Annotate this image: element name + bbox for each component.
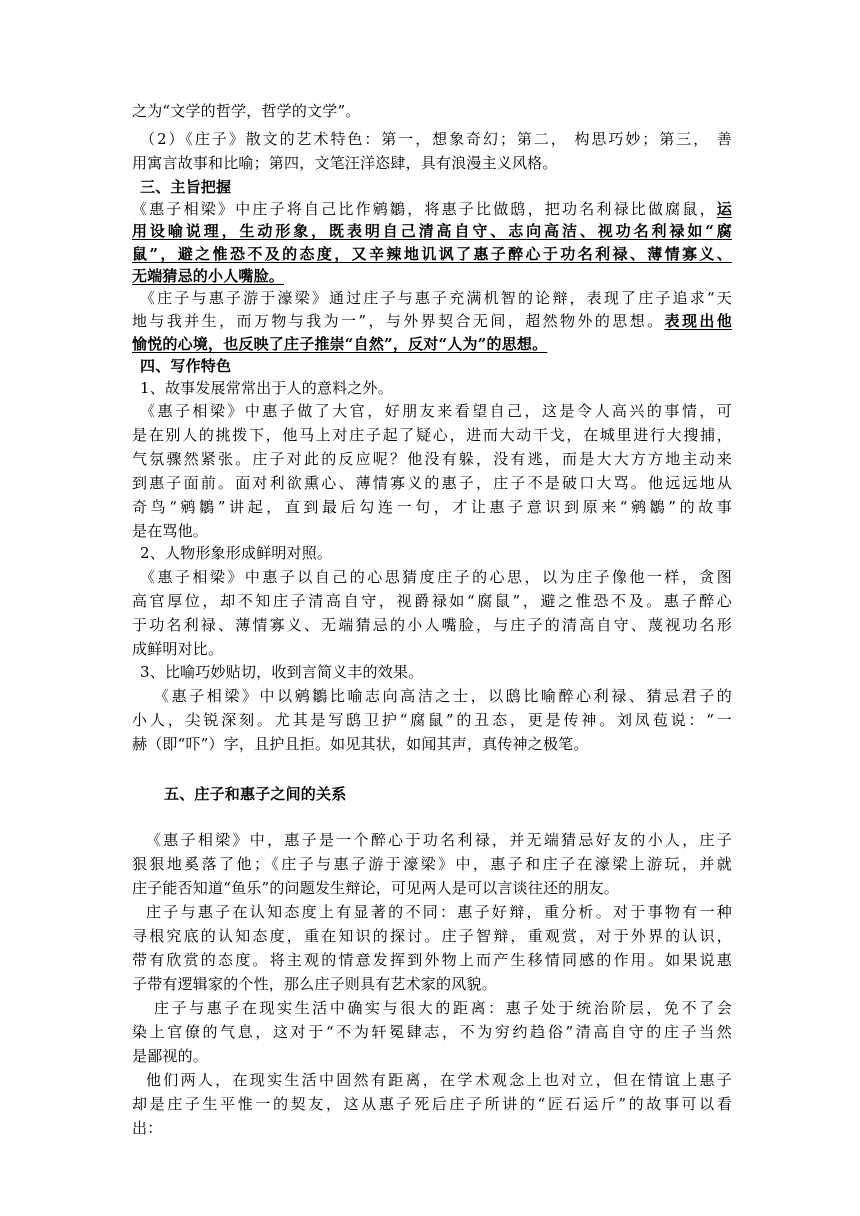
emphasis-line: 无端猜忌的小人嘴脸。 (132, 267, 285, 285)
subheading: 3、比喻巧妙贴切，收到言简义丰的效果。 (140, 663, 424, 681)
emphasis-text: 表现出他 (664, 312, 732, 330)
paragraph-line: （2）《庄子》散文的艺术特色：第一，想象奇幻；第二， 构思巧妙；第三， 善 (140, 130, 732, 148)
paragraph-line: 寻根究底的认知态度，重在知识的探讨。庄子智辩，重观赏，对于外界的认识， (132, 927, 732, 945)
paragraph-line: 之为“文学的哲学，哲学的文学”。 (132, 102, 361, 120)
paragraph-line: 是鄙视的。 (132, 1047, 209, 1065)
subheading: 2、人物形象形成鲜明对照。 (140, 544, 333, 562)
paragraph-line: 《庄子与惠子游于濠梁》通过庄子与惠子充满机智的论辩，表现了庄子追求“天 (140, 289, 732, 307)
emphasis-line: 鼠”，避之惟恐不及的态度，又辛辣地讥讽了惠子醉心于功名利禄、薄情寡义、 (132, 245, 732, 263)
paragraph-line: 小人，尖锐深刻。尤其是写鸱卫护“腐鼠”的丑态，更是传神。刘凤苞说：“一 (132, 711, 732, 729)
subheading: 1、故事发展常常出于人的意料之外。 (140, 379, 393, 397)
paragraph-line: 《惠子相梁》中惠子做了大官，好朋友来看望自己，这是令人高兴的事情，可 (140, 402, 732, 420)
paragraph-line: 染上官僚的气息，这对于“不为轩冕肆志，不为穷约趋俗”清高自守的庄子当然 (132, 1023, 732, 1041)
paragraph-line: 到惠子面前。面对利欲熏心、薄情寡义的惠子，庄子不是破口大骂。他远远地从 (132, 474, 732, 492)
paragraph-line: 却是庄子生平惟一的契友，这从惠子死后庄子所讲的“匠石运斤”的故事可以看 (132, 1095, 732, 1113)
paragraph-line: 狠狠地奚落了他；《庄子与惠子游于濠梁》中，惠子和庄子在濠梁上游玩，并就 (132, 855, 732, 873)
section-heading-4: 四、写作特色 (140, 357, 232, 375)
paragraph-line (132, 311, 732, 331)
paragraph-line: 他们两人，在现实生活中固然有距离，在学术观念上也对立，但在情谊上惠子 (146, 1071, 732, 1089)
emphasis-line: 用设喻说理，生动形象，既表明自己清高自守、志向高洁、视功名利禄如“腐 (132, 222, 732, 240)
paragraph-line (132, 199, 732, 219)
section-heading-5: 五、庄子和惠子之间的关系 (164, 785, 347, 803)
paragraph-line: 庄子与惠子在认知态度上有显著的不同：惠子好辩，重分析。对于事物有一种 (146, 903, 732, 921)
emphasis-text: 运 (716, 200, 732, 218)
section-heading-3: 三、主旨把握 (140, 178, 232, 196)
paragraph-line: 是在骂他。 (132, 522, 209, 540)
paragraph-line: 高官厚位，却不知庄子清高自守，视爵禄如“腐鼠”，避之惟恐不及。惠子醉心 (132, 592, 732, 610)
paragraph-line: 庄子与惠子在现实生活中确实与很大的距离：惠子处于统治阶层，免不了会 (154, 999, 732, 1017)
paragraph-line: 成鲜明对比。 (132, 640, 224, 658)
paragraph-text: 《惠子相梁》中庄子将自己比作鹓鶵，将惠子比做鸱，把功名利禄比做腐鼠， (132, 200, 717, 218)
paragraph-line: 气氛骤然紧张。庄子对此的反应呢？他没有躲，没有逃，而是大大方方地主动来 (132, 450, 732, 468)
paragraph-line: 《惠子相梁》中以鹓鶵比喻志向高洁之士，以鸱比喻醉心利禄、猜忌君子的 (154, 687, 732, 705)
paragraph-line: 《惠子相梁》中惠子以自己的心思猜度庄子的心思，以为庄子像他一样，贪图 (140, 568, 732, 586)
paragraph-text: 地与我并生，而万物与我为一”，与外界契合无间，超然物外的思想。 (132, 312, 665, 330)
paragraph-line: 奇鸟“鹓鶵”讲起，直到最后勾连一句，才让惠子意识到原来“鹓鶵”的故事 (132, 498, 732, 516)
paragraph-line: 子带有逻辑家的个性，那么庄子则具有艺术家的风貌。 (132, 975, 497, 993)
paragraph-line: 用寓言故事和比喻；第四，文笔汪洋恣肆，具有浪漫主义风格。 (132, 154, 558, 172)
paragraph-line: 于功名利禄、薄情寡义、无端猜忌的小人嘴脸，与庄子的清高自守、蔑视功名形 (132, 616, 732, 634)
paragraph-line: 带有欣赏的态度。将主观的情意发挥到外物上而产生移情同感的作用。如果说惠 (132, 951, 732, 969)
paragraph-line: 赫（即“吓”）字，且护且拒。如见其状，如闻其声，真传神之极笔。 (132, 735, 589, 753)
paragraph-line: 是在别人的挑拨下，他马上对庄子起了疑心，进而大动干戈，在城里进行大搜捕， (132, 426, 732, 444)
paragraph-line: 《惠子相梁》中，惠子是一个醉心于功名利禄，并无端猜忌好友的小人，庄子 (146, 831, 732, 849)
paragraph-line: 庄子能否知道“鱼乐”的问题发生辩论，可见两人是可以言谈往还的朋友。 (132, 879, 619, 897)
paragraph-line: 出： (132, 1119, 163, 1137)
emphasis-line: 愉悦的心境，也反映了庄子推崇“自然”，反对“人为”的思想。 (132, 335, 548, 353)
